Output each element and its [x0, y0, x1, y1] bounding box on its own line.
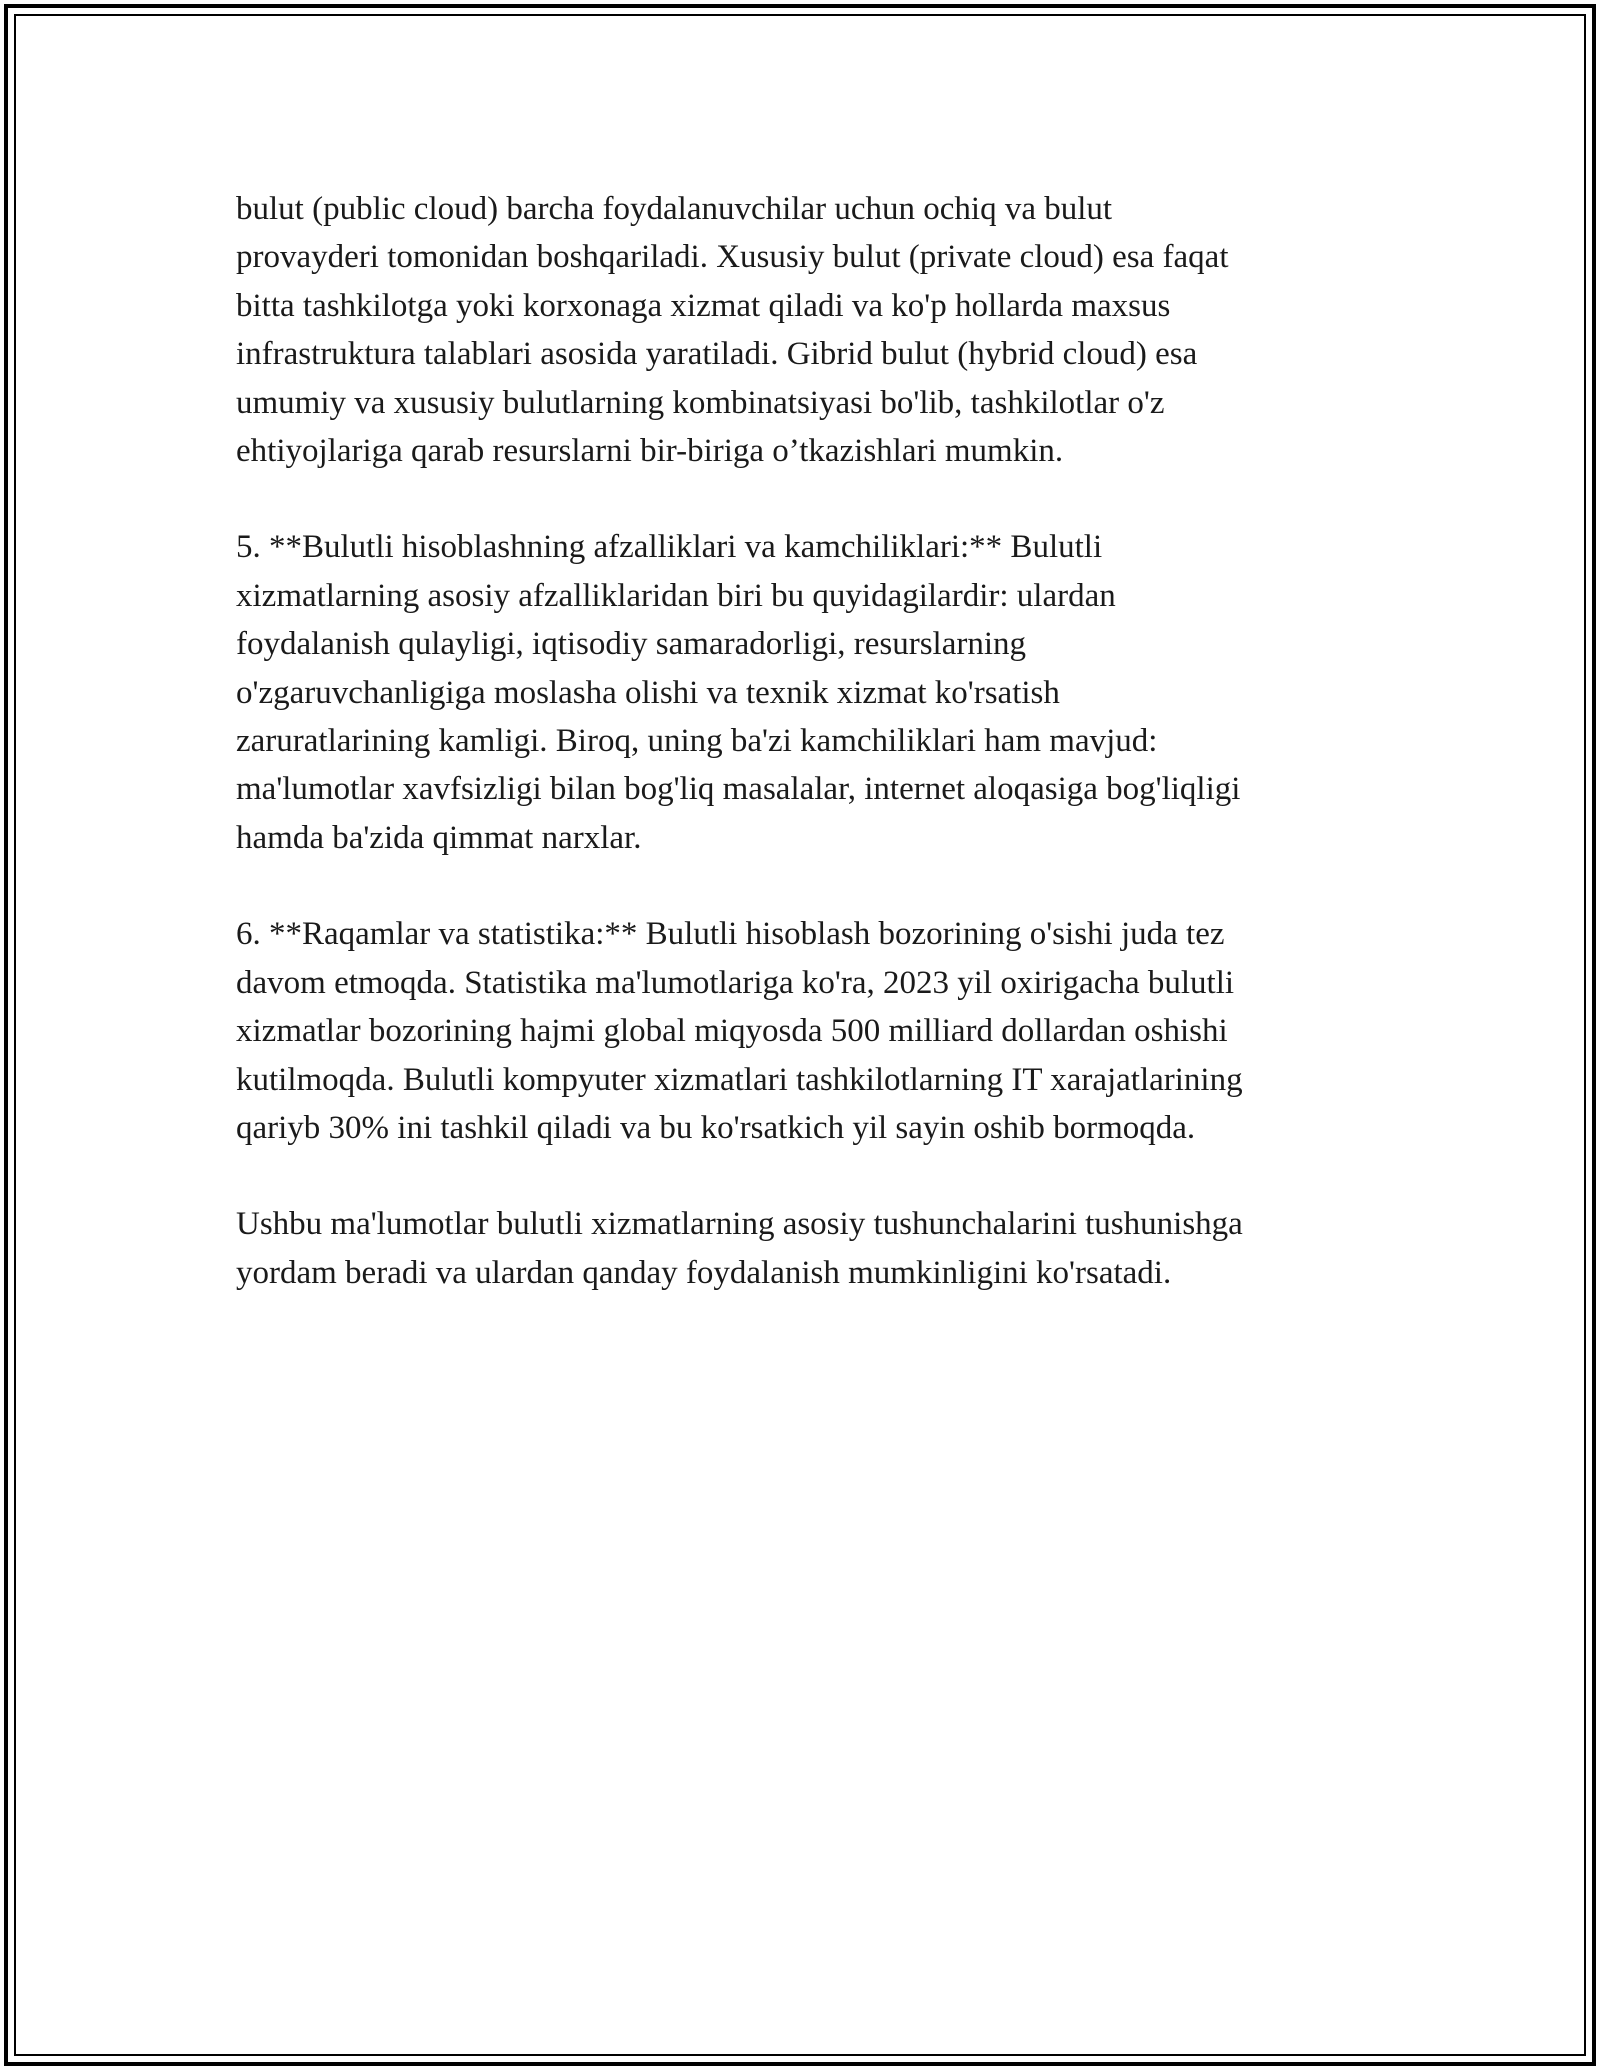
text-line: zaruratlarining kamligi. Biroq, uning ba'zi kamchiliklari ham mavjud:: [236, 723, 1158, 760]
text-line: bitta tashkilotga yoki korxonaga xizmat qiladi va ko'p hollarda maxsus: [236, 287, 1171, 324]
text-line: xizmatlarning asosiy afzalliklaridan biri bu quyidagilardir: ulardan: [236, 577, 1116, 614]
text-line: davom etmoqda. Statistika ma'lumotlariga ko'ra, 2023 yil oxirigacha bulutli: [236, 964, 1235, 1001]
paragraph-conclusion: [236, 1200, 1376, 1297]
paragraph-advantages: [236, 523, 1376, 862]
text-line: ehtiyojlariga qarab resurslarni bir-biriga o’tkazishlari mumkin.: [236, 433, 1064, 470]
text-line: bulut (public cloud) barcha foydalanuvchilar uchun ochiq va bulut: [236, 191, 1113, 227]
text-line: provayderi tomonidan boshqariladi. Xususiy bulut (private cloud) esa faqat: [236, 239, 1229, 276]
text-line: hamda ba'zida qimmat narxlar.: [236, 819, 642, 856]
text-line: 5. **Bulutli hisoblashning afzalliklari va kamchiliklari:** Bulutli: [236, 529, 1103, 566]
text-line: qariyb 30% ini tashkil qiladi va bu ko'rsatkich yil sayin oshib bormoqda.: [236, 1109, 1196, 1146]
text-line: xizmatlar bozorining hajmi global miqyosda 500 milliard dollardan oshishi: [236, 1013, 1228, 1050]
text-line: yordam beradi va ulardan qanday foydalanish mumkinligini ko'rsatadi.: [236, 1254, 1172, 1291]
text-line: ma'lumotlar xavfsizligi bilan bog'liq masalalar, internet aloqasiga bog'liqligi: [236, 771, 1241, 808]
text-line: o'zgaruvchanligiga moslasha olishi va texnik xizmat ko'rsatish: [236, 674, 1060, 711]
text-line: umumiy va xususiy bulutlarning kombinatsiyasi bo'lib, tashkilotlar o'z: [236, 384, 1165, 421]
text-line: infrastruktura talablari asosida yaratiladi. Gibrid bulut (hybrid cloud) esa: [236, 336, 1198, 373]
paragraph-cloud-types: [236, 185, 1376, 475]
text-line: kutilmoqda. Bulutli kompyuter xizmatlari tashkilotlarning IT xarajatlarining: [236, 1061, 1243, 1098]
text-line: foydalanish qulayligi, iqtisodiy samaradorligi, resurslarning: [236, 626, 1027, 663]
text-line: 6. **Raqamlar va statistika:** Bulutli hisoblash bozorining o'sishi juda tez: [236, 916, 1225, 953]
document-body: [236, 185, 1376, 1345]
text-line: Ushbu ma'lumotlar bulutli xizmatlarning asosiy tushunchalarini tushunishga: [236, 1206, 1243, 1243]
paragraph-statistics: [236, 910, 1376, 1152]
